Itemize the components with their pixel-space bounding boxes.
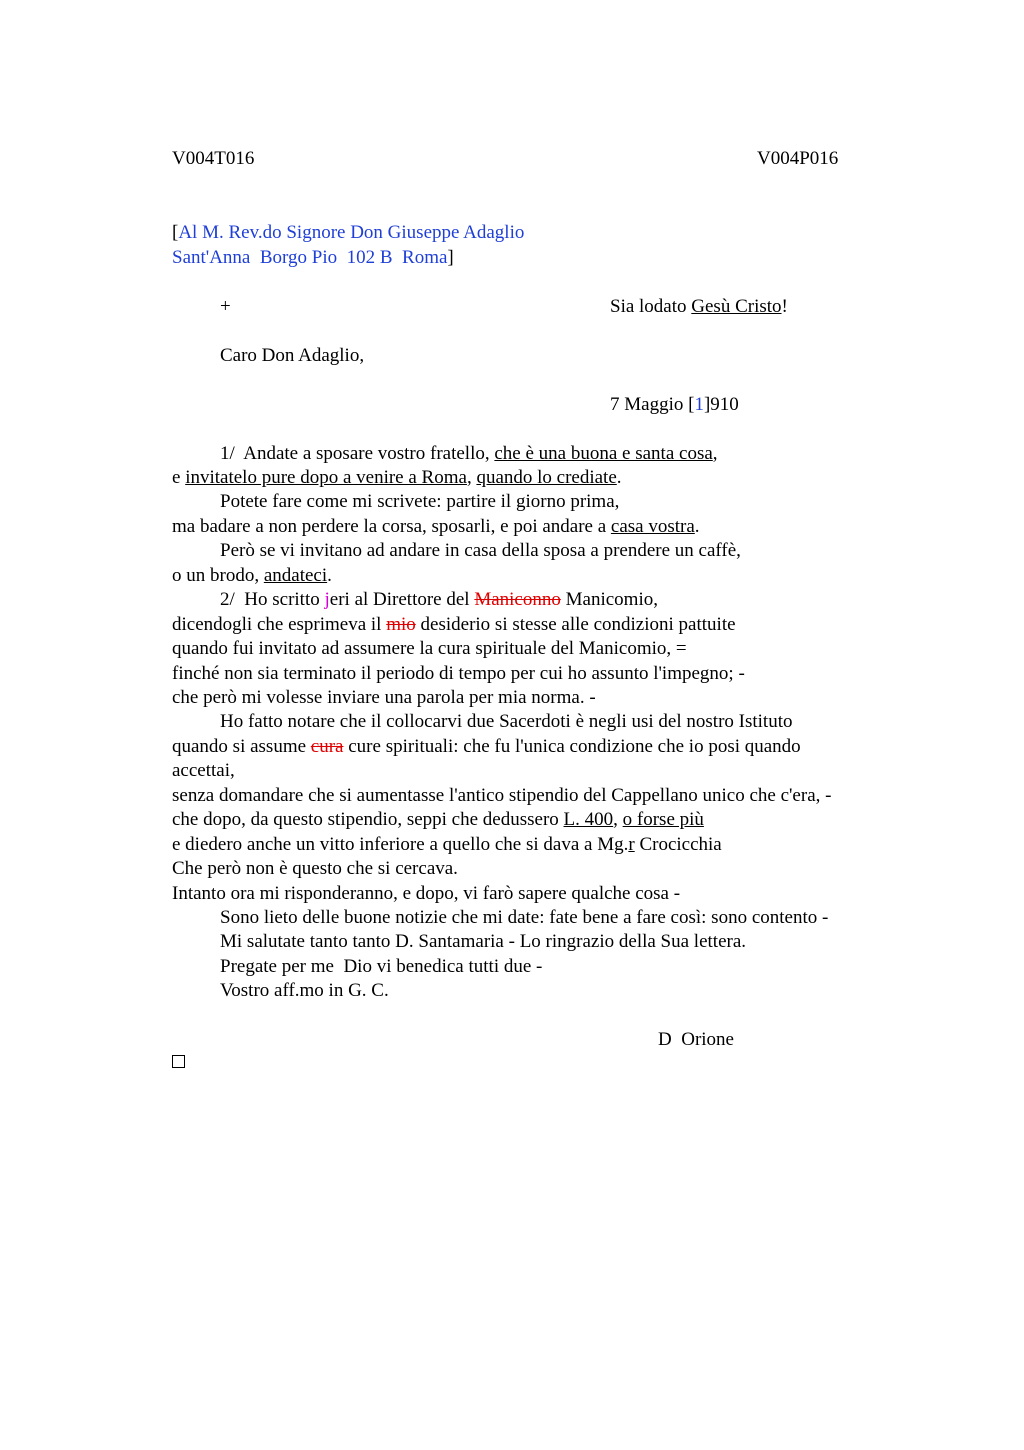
invocation: Sia lodato Gesù Cristo! <box>610 296 788 317</box>
struck-word: Maniconno <box>474 589 561 610</box>
body-line-21: Mi salutate tanto tanto D. Santamaria - Lo ringrazio della Sua lettera. <box>220 931 747 952</box>
end-box-icon <box>172 1055 185 1068</box>
address-recipient: Al M. Rev.do Signore Don Giuseppe Adaglio <box>178 222 525 243</box>
body-line-1: 1/ Andate a sposare vostro fratello, che è una buona e santa cosa, <box>220 443 718 464</box>
body-line-6: o un brodo, andateci. <box>172 565 332 586</box>
body-line-20: Sono lieto delle buone notizie che mi date: fate bene a fare così: sono contento - <box>220 907 829 928</box>
closing-line: Vostro aff.mo in G. C. <box>220 980 389 1001</box>
body-line-13: quando si assume cura cure spirituali: che fu l'unica condizione che io posi quando <box>172 736 801 757</box>
body-line-22: Pregate per me Dio vi benedica tutti due - <box>220 956 543 977</box>
body-line-5: Però se vi invitano ad andare in casa della sposa a prendere un caffè, <box>220 540 741 561</box>
invocation-name: Gesù Cristo <box>691 296 782 317</box>
address-bracket-open: [ <box>172 222 179 243</box>
body-line-10: finché non sia terminato il periodo di tempo per cui ho assunto l'impegno; - <box>172 663 745 684</box>
document-code-right: V004P016 <box>757 148 839 169</box>
address-line-2 <box>172 246 454 270</box>
letter-date: 7 Maggio [1]910 <box>610 394 739 415</box>
body-line-4: ma badare a non perdere la corsa, sposarli, e poi andare a casa vostra. <box>172 516 700 537</box>
struck-word: cura <box>310 736 344 757</box>
body-line-18: Che però non è questo che si cercava. <box>172 858 458 879</box>
body-line-11: che però mi volesse inviare una parola per mia norma. - <box>172 687 596 708</box>
address-street: Sant'Anna Borgo Pio 102 B Roma <box>172 247 448 268</box>
struck-word: mio <box>386 614 416 635</box>
signature: D Orione <box>658 1029 734 1050</box>
inserted-letter: j <box>324 589 330 610</box>
body-line-17: e diedero anche un vitto inferiore a quello che si dava a Mg.r Crocicchia <box>172 834 722 855</box>
cross-symbol: + <box>220 296 231 317</box>
body-line-12: Ho fatto notare che il collocarvi due Sacerdoti è negli usi del nostro Istituto <box>220 711 793 732</box>
address-line-1 <box>172 221 524 245</box>
body-line-19: Intanto ora mi risponderanno, e dopo, vi farò sapere qualche cosa - <box>172 883 681 904</box>
body-line-9: quando fui invitato ad assumere la cura spirituale del Manicomio, = <box>172 638 687 659</box>
body-line-2: e invitatelo pure dopo a venire a Roma, quando lo crediate. <box>172 467 622 488</box>
body-line-15: senza domandare che si aumentasse l'antico stipendio del Cappellano unico che c'era, - <box>172 785 832 806</box>
address-bracket-close: ] <box>447 247 454 268</box>
body-line-3: Potete fare come mi scrivete: partire il giorno prima, <box>220 491 620 512</box>
date-editorial-digit: 1 <box>694 394 704 415</box>
salutation: Caro Don Adaglio, <box>220 345 365 366</box>
body-line-8: dicendogli che esprimeva il mio desiderio si stesse alle condizioni pattuite <box>172 614 736 635</box>
document-code-left: V004T016 <box>172 148 255 169</box>
body-line-14: accettai, <box>172 760 235 781</box>
body-line-7: 2/ Ho scritto jeri al Direttore del Maniconno Manicomio, <box>220 589 658 610</box>
body-line-16: che dopo, da questo stipendio, seppi che dedussero L. 400, o forse più <box>172 809 704 830</box>
